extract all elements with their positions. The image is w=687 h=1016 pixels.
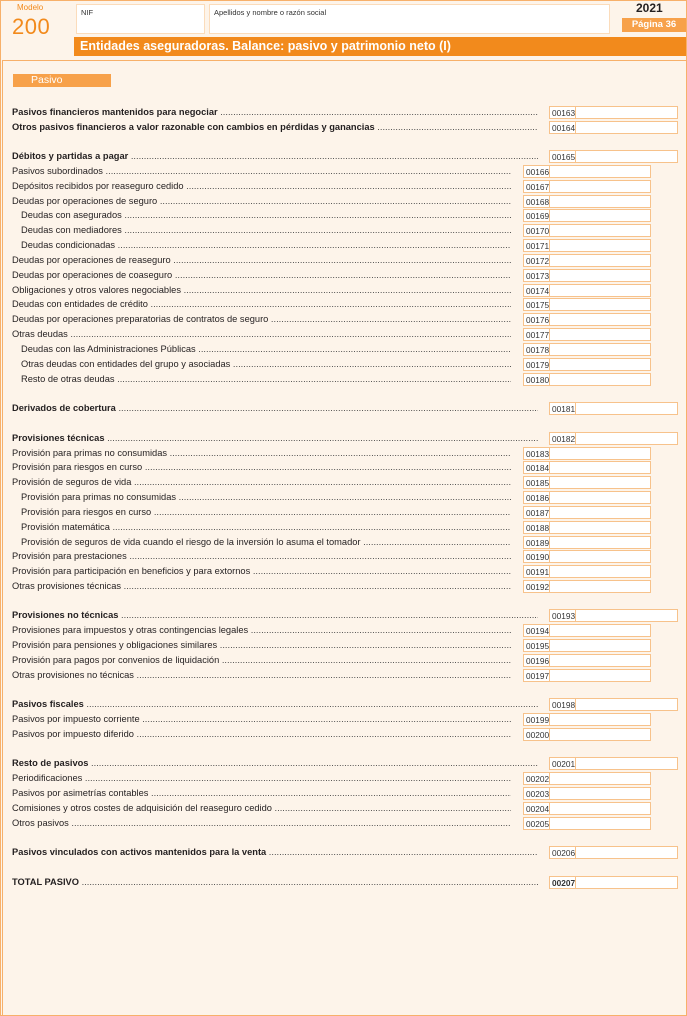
box-code: 00181 [549,402,576,416]
row-label: Provisiones para impuestos y otras contingencias legales ..... [12,623,511,638]
row-label: Comisiones y otros costes de adquisición del reaseguro cedido ..... [12,801,511,816]
row-label: Pasivos fiscales ..... [12,697,538,712]
amount-field[interactable] [549,313,651,327]
box-code: 00175 [523,298,550,312]
row-label: Provisión para prestaciones ..... [12,549,511,564]
row-label: Provisión para primas no consumidas ..... [12,490,511,505]
amount-field[interactable] [549,713,651,727]
row-label: Provisión para primas no consumidas ..... [12,446,511,461]
row-label: Provisión para pagos por convenios de liquidación ..... [12,653,511,668]
box-code: 00191 [523,565,550,579]
box-code: 00197 [523,669,550,683]
amount-field[interactable] [549,269,651,283]
row-label: Provisión para pensiones y obligaciones similares ..... [12,638,511,653]
row-label: Deudas con asegurados ..... [12,208,511,223]
box-code: 00170 [523,224,550,238]
amount-field[interactable] [549,817,651,831]
form-year: 2021 [636,1,663,15]
amount-field[interactable] [549,491,651,505]
box-code: 00205 [523,817,550,831]
row-label: Otras deudas ..... [12,327,511,342]
amount-field[interactable] [549,328,651,342]
amount-field[interactable] [549,787,651,801]
box-code: 00176 [523,313,550,327]
box-code: 00189 [523,536,550,550]
box-code: 00165 [549,150,576,164]
amount-field[interactable] [549,343,651,357]
amount-field[interactable] [575,846,678,860]
row-label: Provisiones técnicas ..... [12,431,538,446]
row-label: Pasivos por asimetrías contables ..... [12,786,511,801]
row-label: Periodificaciones ..... [12,771,511,786]
amount-field[interactable] [549,624,651,638]
box-code: 00168 [523,195,550,209]
row-label: Otros pasivos financieros a valor razonable con cambios en pérdidas y ganancias ..... [12,120,538,135]
row-label: Resto de otras deudas ..... [12,372,511,387]
row-label: Pasivos por impuesto diferido ..... [12,727,511,742]
row-label: Depósitos recibidos por reaseguro cedido ..... [12,179,511,194]
row-label: Otras provisiones no técnicas ..... [12,668,511,683]
box-code: 00180 [523,373,550,387]
amount-field[interactable] [549,476,651,490]
row-label: Deudas por operaciones de reaseguro ..... [12,253,511,268]
box-code: 00184 [523,461,550,475]
amount-field[interactable] [549,550,651,564]
box-code: 00174 [523,284,550,298]
amount-field[interactable] [549,536,651,550]
box-code: 00203 [523,787,550,801]
row-label: Provisión para participación en beneficios y para extornos ..... [12,564,511,579]
box-code: 00195 [523,639,550,653]
amount-field[interactable] [549,165,651,179]
amount-field[interactable] [575,121,678,135]
amount-field[interactable] [549,224,651,238]
box-code: 00187 [523,506,550,520]
box-code: 00186 [523,491,550,505]
row-label: Provisión matemática ..... [12,520,511,535]
amount-field[interactable] [549,521,651,535]
box-code: 00166 [523,165,550,179]
box-code: 00204 [523,802,550,816]
row-label: Deudas con las Administraciones Públicas ..... [12,342,511,357]
row-label: Derivados de cobertura ..... [12,401,538,416]
box-code: 00182 [549,432,576,446]
row-label: Deudas por operaciones de seguro ..... [12,194,511,209]
box-code: 00206 [549,846,576,860]
box-code: 00163 [549,106,576,120]
row-label: Pasivos financieros mantenidos para negociar ..... [12,105,538,120]
box-code: 00202 [523,772,550,786]
box-code: 00193 [549,609,576,623]
amount-field[interactable] [575,432,678,446]
row-label: Deudas por operaciones preparatorias de contratos de seguro ..... [12,312,511,327]
name-label: Apellidos y nombre o razón social [214,8,327,17]
box-code: 00200 [523,728,550,742]
row-label: TOTAL PASIVO ..... [12,875,538,890]
nif-field[interactable] [76,4,205,34]
amount-field[interactable] [575,402,678,416]
amount-field[interactable] [549,654,651,668]
box-code: 00198 [549,698,576,712]
box-code: 00183 [523,447,550,461]
amount-field[interactable] [549,358,651,372]
row-label: Pasivos por impuesto corriente ..... [12,712,511,727]
row-label: Provisiones no técnicas ..... [12,608,538,623]
row-label: Otras provisiones técnicas ..... [12,579,511,594]
box-code: 00169 [523,209,550,223]
box-code: 00173 [523,269,550,283]
box-code: 00188 [523,521,550,535]
box-code: 00190 [523,550,550,564]
box-code: 00201 [549,757,576,771]
row-label: Pasivos vinculados con activos mantenidos para la venta ..... [12,845,538,860]
section-tab-pasivo: Pasivo [13,74,111,87]
box-code: 00185 [523,476,550,490]
amount-field[interactable] [549,195,651,209]
box-code: 00164 [549,121,576,135]
amount-field[interactable] [549,180,651,194]
amount-field[interactable] [575,609,678,623]
box-code: 00172 [523,254,550,268]
amount-field[interactable] [549,254,651,268]
box-code: 00194 [523,624,550,638]
modelo-label: Modelo [17,3,44,12]
amount-field[interactable] [575,106,678,120]
amount-field[interactable] [549,802,651,816]
amount-field[interactable] [549,506,651,520]
amount-field[interactable] [575,698,678,712]
page-number-badge: Página 36 [622,18,686,32]
row-label: Deudas condicionadas ..... [12,238,511,253]
amount-field[interactable] [549,772,651,786]
name-field[interactable] [209,4,610,34]
box-code: 00192 [523,580,550,594]
amount-field[interactable] [549,728,651,742]
row-label: Débitos y partidas a pagar ..... [12,149,538,164]
amount-field[interactable] [549,669,651,683]
amount-field[interactable] [549,284,651,298]
row-label: Pasivos subordinados ..... [12,164,511,179]
box-code: 00179 [523,358,550,372]
amount-field[interactable] [549,239,651,253]
box-code: 00196 [523,654,550,668]
page-title: Entidades aseguradoras. Balance: pasivo y patrimonio neto (I) [74,37,686,56]
row-label: Provisión para riesgos en curso ..... [12,505,511,520]
row-label: Otros pasivos ..... [12,816,511,831]
amount-field[interactable] [549,565,651,579]
amount-field[interactable] [549,373,651,387]
amount-field[interactable] [575,757,678,771]
row-label: Resto de pasivos ..... [12,756,538,771]
box-code: 00178 [523,343,550,357]
row-label: Provisión de seguros de vida ..... [12,475,511,490]
amount-field[interactable] [549,298,651,312]
row-label: Provisión para riesgos en curso ..... [12,460,511,475]
amount-field[interactable] [549,461,651,475]
amount-field[interactable] [549,209,651,223]
row-label: Deudas con entidades de crédito ..... [12,297,511,312]
amount-field[interactable] [549,639,651,653]
row-label: Deudas con mediadores ..... [12,223,511,238]
box-code: 00177 [523,328,550,342]
row-label: Obligaciones y otros valores negociables ..... [12,283,511,298]
amount-field[interactable] [549,580,651,594]
row-label: Otras deudas con entidades del grupo y asociadas ..... [12,357,511,372]
box-code: 00171 [523,239,550,253]
total-amount-field[interactable] [575,876,678,890]
row-label: Deudas por operaciones de coaseguro ..... [12,268,511,283]
amount-field[interactable] [549,447,651,461]
box-code: 00207 [549,876,576,890]
box-code: 00167 [523,180,550,194]
nif-label: NIF [81,8,94,17]
row-label: Provisión de seguros de vida cuando el riesgo de la inversión lo asuma el tomador ..... [12,535,511,550]
box-code: 00199 [523,713,550,727]
modelo-number: 200 [12,14,51,39]
amount-field[interactable] [575,150,678,164]
